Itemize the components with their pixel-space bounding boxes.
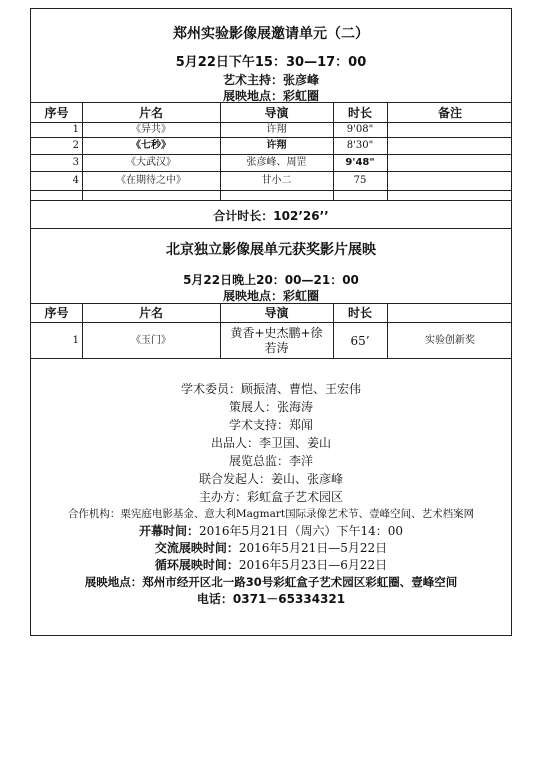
row3-note bbox=[387, 155, 513, 171]
award-row-title: 《玉门》 bbox=[131, 334, 171, 346]
col-header-director: 导演 bbox=[264, 306, 289, 320]
col-header-duration: 时长 bbox=[347, 306, 372, 320]
loop-label: 循环展映时间： bbox=[154, 558, 239, 572]
info-opening bbox=[31, 523, 511, 540]
row1-duration: 9'08" bbox=[346, 124, 374, 135]
row2-duration: 8'30" bbox=[346, 140, 374, 151]
program-sheet bbox=[30, 8, 512, 636]
row3-duration: 9'48" bbox=[345, 157, 375, 168]
row1-title: 《异共》 bbox=[131, 124, 171, 135]
info-director: 展览总监：李洋 bbox=[228, 454, 313, 468]
row3-title: 《大武汉》 bbox=[126, 157, 176, 168]
row3-director: 张彦峰、周罡 bbox=[246, 157, 307, 168]
row4-director: 甘小二 bbox=[261, 175, 292, 186]
section2-title: 北京独立影像展单元获奖影片展映 bbox=[166, 242, 376, 258]
section1-total: 合计时长：102’26’’ bbox=[213, 209, 329, 223]
col-header-duration: 时长 bbox=[347, 105, 372, 120]
row2-note bbox=[387, 138, 513, 154]
col-header-number: 序号 bbox=[44, 306, 69, 320]
col-header-note bbox=[387, 304, 513, 322]
divider bbox=[31, 358, 511, 359]
divider bbox=[31, 190, 511, 191]
row2-title: 《七秒》 bbox=[131, 140, 171, 151]
award-row-number: 1 bbox=[72, 334, 79, 346]
section2-time: 5月22日晚上20：00—21：00 bbox=[183, 273, 359, 287]
info-exchange bbox=[31, 540, 511, 557]
section2-venue: 展映地点：彩虹圈 bbox=[222, 289, 319, 303]
col-header-note: 备注 bbox=[437, 105, 462, 120]
info-partners: 合作机构：栗宪庭电影基金、意大利Magmart国际录像艺术节、壹峰空间、艺术档案网 bbox=[67, 508, 475, 520]
info-producer: 出品人：李卫国、姜山 bbox=[210, 436, 331, 450]
col-header-director: 导演 bbox=[264, 105, 289, 120]
col-header-number: 序号 bbox=[44, 105, 69, 120]
row4-note bbox=[387, 172, 513, 190]
award-row-duration: 65’ bbox=[350, 333, 370, 348]
section1-venue: 展映地点：彩虹圈 bbox=[222, 89, 319, 103]
row4-number: 4 bbox=[72, 175, 79, 186]
exchange-label: 交流展映时间： bbox=[154, 541, 239, 555]
row1-number: 1 bbox=[72, 124, 79, 135]
row1-director: 许翔 bbox=[266, 124, 287, 135]
row4-title: 《在期待之中》 bbox=[116, 175, 186, 186]
row2-number: 2 bbox=[72, 140, 79, 151]
info-academic-support: 学术支持：郑闻 bbox=[228, 418, 313, 432]
exchange-value: 2016年5月21日—5月22日 bbox=[238, 541, 388, 555]
opening-value: 2016年5月21日（周六）下午14：00 bbox=[199, 524, 403, 538]
divider bbox=[31, 200, 511, 201]
loop-value: 2016年5月23日—6月22日 bbox=[238, 558, 388, 572]
info-co-initiator: 联合发起人：姜山、张彦峰 bbox=[198, 472, 343, 486]
info-phone: 电话：0371－65334321 bbox=[196, 592, 346, 606]
row2-director: 许翔 bbox=[266, 140, 287, 151]
info-organizer: 主办方：彩虹盒子艺术园区 bbox=[198, 490, 343, 504]
info-loop bbox=[31, 557, 511, 574]
row3-number: 3 bbox=[72, 157, 79, 168]
award-row-note: 实验创新奖 bbox=[425, 334, 475, 346]
section1-time: 5月22日下午15：30—17：00 bbox=[175, 55, 367, 70]
section1-title: 郑州实验影像展邀请单元（二） bbox=[173, 26, 369, 42]
col-header-title: 片名 bbox=[138, 105, 163, 120]
info-curator: 策展人：张海涛 bbox=[228, 400, 313, 414]
col-header-title: 片名 bbox=[138, 306, 163, 320]
opening-label: 开幕时间： bbox=[139, 524, 200, 538]
row4-duration: 75 bbox=[353, 175, 367, 186]
info-academic-committee: 学术委员：顾振清、曹恺、王宏伟 bbox=[180, 382, 361, 396]
divider bbox=[31, 228, 511, 229]
award-row-director: 黄香+史杰鹏+徐若涛 bbox=[230, 325, 323, 355]
row1-note bbox=[387, 123, 513, 137]
section1-host: 艺术主持：张彦峰 bbox=[222, 73, 319, 87]
info-location: 展映地点：郑州市经开区北一路30号彩虹盒子艺术园区彩虹圈、壹峰空间 bbox=[84, 575, 458, 589]
